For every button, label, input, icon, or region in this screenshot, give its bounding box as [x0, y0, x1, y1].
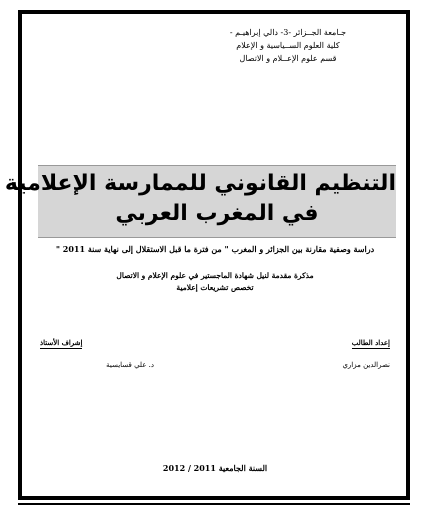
thesis-subtitle: دراسة وصفية مقارنة بين الجزائر و المغرب " من فترة ما قبل الاستقلال إلى نهاية سنة 2011 " [55, 244, 375, 254]
title-banner [4, 165, 396, 238]
degree-description: مذكرة مقدمة لنيل شهادة الماجستير في علوم الإعلام و الاتصال [116, 271, 314, 280]
supervisor-name: د. علي قسايسية [106, 361, 154, 369]
page-frame [4, 10, 410, 500]
academic-year: السنة الجامعية 2011 / 2012 [162, 463, 268, 473]
specialization: تخصص تشريعات إعلامية [176, 283, 254, 292]
faculty-name: كلية العلوم الســياسية و الإعلام [236, 41, 340, 50]
university-name: جـامعة الجــزائر -3- دالي إبراهيـم - [229, 28, 347, 37]
thesis-title-line-2: في المغرب العربي [115, 201, 319, 226]
degree-info [60, 270, 370, 294]
student-block [270, 338, 390, 369]
supervisor-block [40, 338, 160, 369]
supervisor-label: إشراف الأستاذ [40, 338, 83, 347]
page-bottom-divider [18, 503, 410, 505]
institution-header [168, 26, 408, 65]
student-label: إعداد الطالب [351, 338, 390, 347]
department-name: قسم علوم الإعــلام و الاتصال [239, 54, 337, 63]
student-name: نصرالدين مزاري [342, 361, 390, 369]
thesis-title-line-1: التنظيم القانوني للممارسة الإعلامية [4, 171, 396, 196]
